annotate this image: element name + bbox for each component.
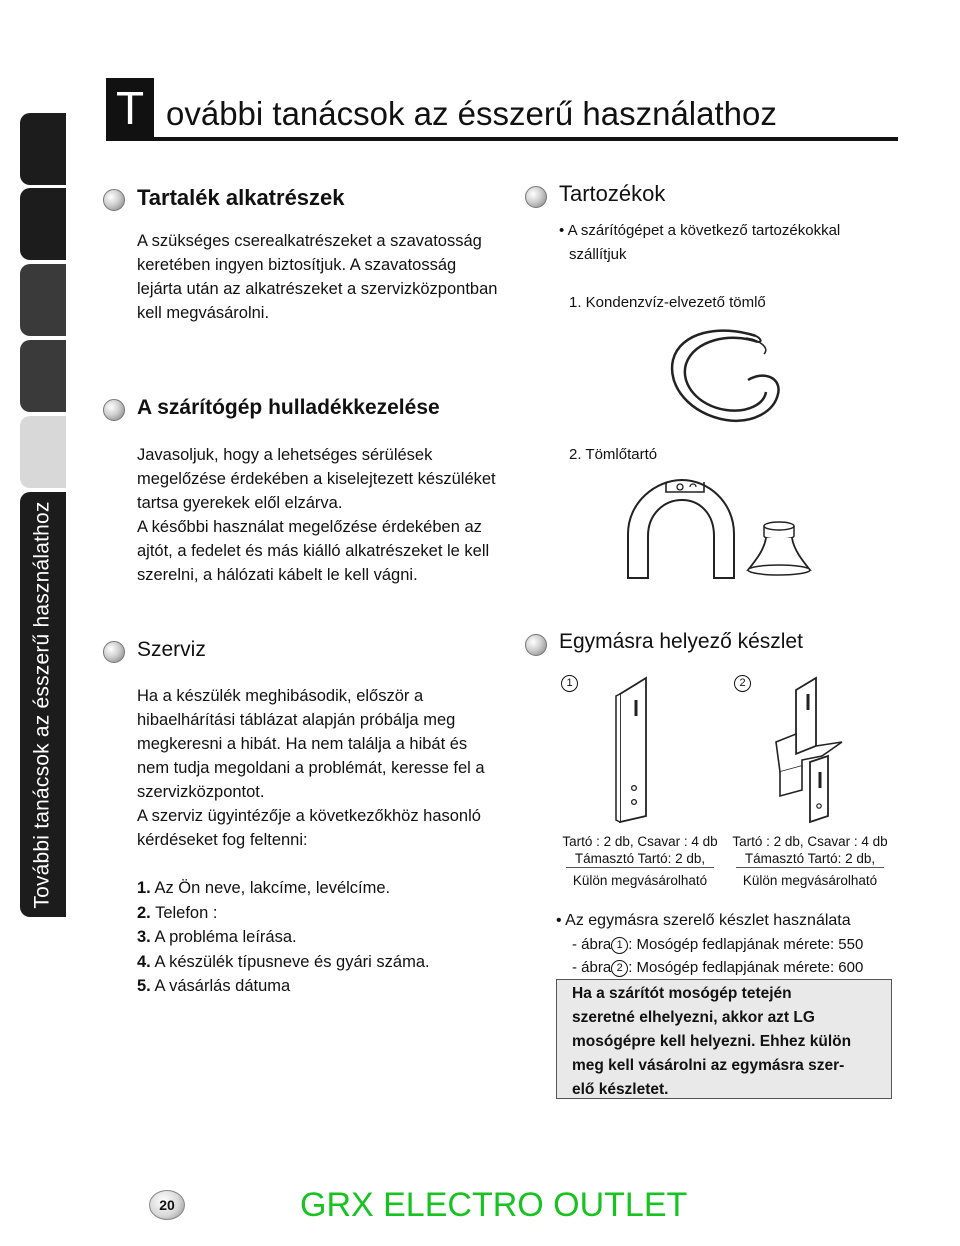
kit2-caption: Tartó : 2 db, Csavar : 4 db Támasztó Tartó: 2 db, <box>732 834 888 866</box>
disposal-heading: A szárítógép hulladékkezelése <box>137 396 440 419</box>
stacking-usage-title: • Az egymásra szerelő készlet használata <box>556 912 851 929</box>
title-rule <box>106 137 898 141</box>
bullet-ball-icon <box>103 189 125 211</box>
kit2-number: 2 <box>734 675 751 693</box>
side-tab-2 <box>20 188 66 260</box>
hose-holder-icon <box>620 474 820 584</box>
list-item: 3. A probléma leírása. <box>137 928 297 946</box>
service-questions-list <box>137 876 430 999</box>
spare-parts-heading: Tartalék alkatrészek <box>137 185 345 210</box>
list-item: 1. Az Ön neve, lakcíme, levélcíme. <box>137 879 391 897</box>
disposal-text: Javasoljuk, hogy a lehetséges sérülések megelőzése érdekében a kiselejtezett készüléket tartsa gyerekek elől elzárva. A későbbi használat megelőzése érdekében az ajtót, a fedelet és más kiálló alkatrészeket le kell szerelni, a hálózati kábelt le kell vágni. <box>137 446 496 584</box>
bullet-ball-icon <box>103 399 125 421</box>
list-item: 5. A vásárlás dátuma <box>137 977 291 995</box>
stacking-bracket-2-icon <box>766 676 856 826</box>
kit1-optional: Külön megvásárolható <box>572 873 708 888</box>
accessories-intro-2: szállítjuk <box>569 246 627 263</box>
accessory-holder-label: 2. Tömlőtartó <box>569 446 658 463</box>
kit1-caption-divider <box>566 867 714 868</box>
kit2-caption-divider <box>736 867 884 868</box>
bullet-ball-icon <box>525 186 547 208</box>
accessories-heading: Tartozékok <box>559 181 666 206</box>
watermark-text: GRX ELECTRO OUTLET <box>300 1186 688 1224</box>
page-number: 20 <box>149 1190 185 1220</box>
service-text: Ha a készülék meghibásodik, először a hibaelhárítási táblázat alapján próbálja meg megkeresni a hibát. Ha nem találja a hibát és nem tudja megoldani a problémát, keresse fel a szervizközpontot. A szerviz ügyintézője a következőkhöz hasonló kérdéseket fog feltenni: <box>137 687 485 849</box>
stacking-usage-1: - ábra 1 : Mosógép fedlapjának mérete: 550 <box>572 936 864 953</box>
kit2-optional: Külön megvásárolható <box>742 873 878 888</box>
title-initial: T <box>106 78 154 138</box>
stacking-note-box: Ha a szárítót mosógép tetején szeretné elhelyezni, akkor azt LG mosógépre kell helyezni. Ehhez külön meg kell vásárolni az egymásra szer- elő készletet. <box>556 979 892 1099</box>
stacking-usage-2: - ábra 2 : Mosógép fedlapjának mérete: 600 <box>572 959 864 976</box>
side-tab-3 <box>20 264 66 336</box>
page-title: ovábbi tanácsok az ésszerű használathoz <box>166 95 777 132</box>
bullet-ball-icon <box>103 641 125 663</box>
stacking-kit-heading: Egymásra helyező készlet <box>559 630 803 653</box>
side-tab-5 <box>20 416 66 488</box>
accessories-intro-1: • A szárítógépet a következő tartozékokkal <box>559 222 841 239</box>
list-item: 2. Telefon : <box>137 903 218 922</box>
accessory-hose-label: 1. Kondenzvíz-elvezető tömlő <box>569 294 766 311</box>
stacking-bracket-1-icon <box>606 676 676 826</box>
spare-parts-text: A szükséges cserealkatrészeket a szavatosság keretében ingyen biztosítjuk. A szavatosság lejárta után az alkatrészeket a szervizközpontban kell megvásárolni. <box>137 232 498 322</box>
service-heading: Szerviz <box>137 638 206 661</box>
drain-hose-icon <box>660 318 800 428</box>
bullet-ball-icon <box>525 634 547 656</box>
side-tab-4 <box>20 340 66 412</box>
kit1-number: 1 <box>561 675 578 693</box>
side-tab-label: További tanácsok az ésszerű használathoz <box>31 501 54 909</box>
list-item: 4. A készülék típusneve és gyári száma. <box>137 952 430 971</box>
kit1-caption: Tartó : 2 db, Csavar : 4 db Támasztó Tartó: 2 db, <box>562 834 718 866</box>
side-tab-1 <box>20 113 66 185</box>
